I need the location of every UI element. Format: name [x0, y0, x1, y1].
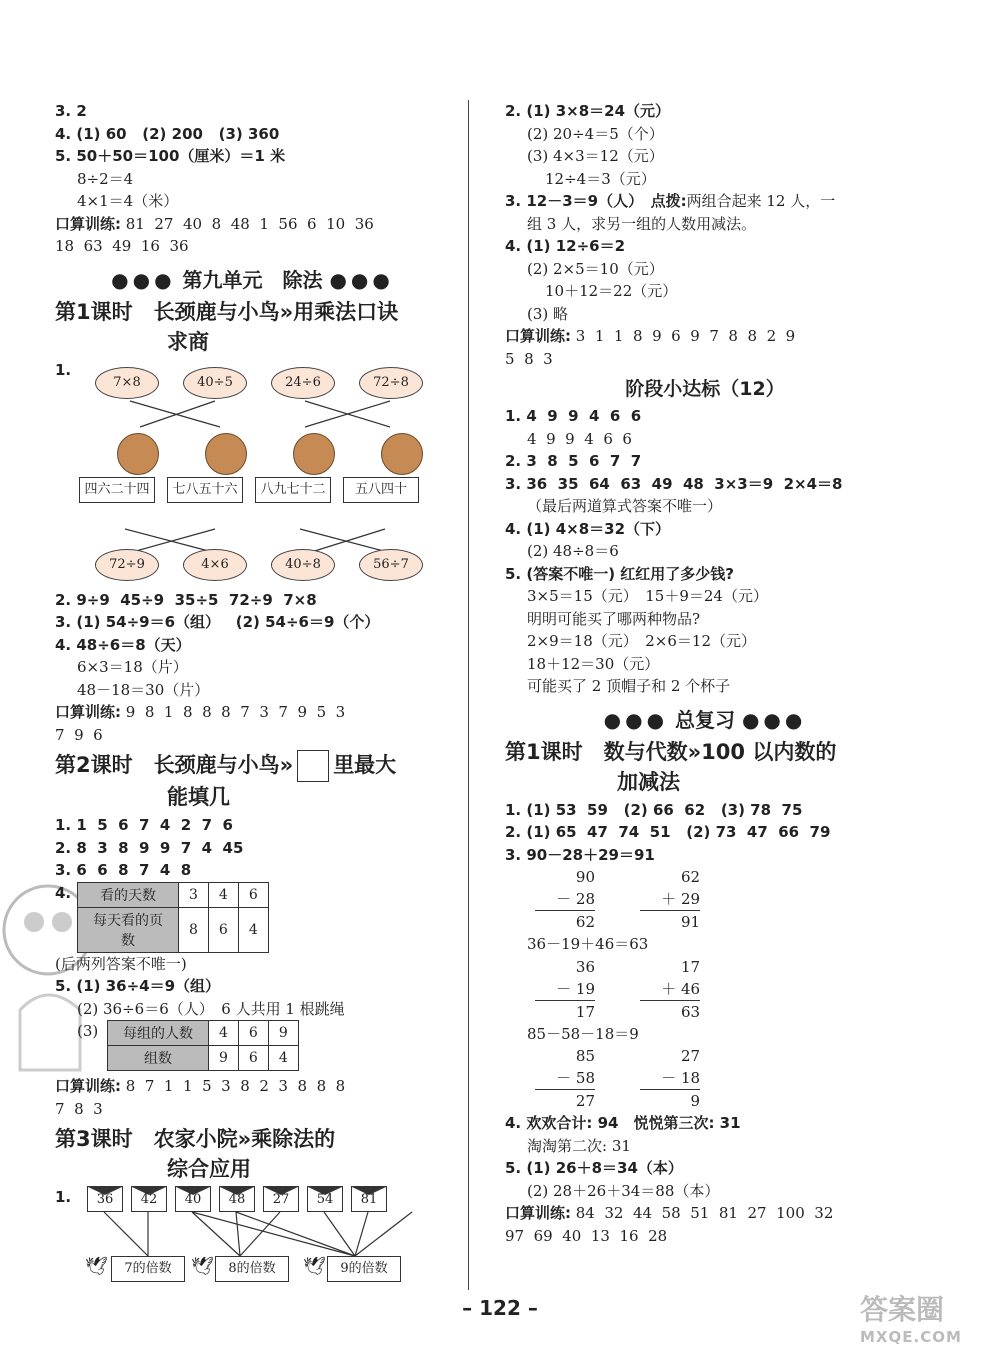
monkey-icon [117, 433, 159, 475]
lesson-subtitle: 综合应用 [167, 1157, 251, 1181]
table-cell: 4 [209, 1021, 239, 1046]
page-number: – 122 – [462, 1296, 538, 1320]
answer-line: 8÷2＝4 [77, 169, 134, 188]
answer-line: 5. 50＋50＝100（厘米）＝1 米 [55, 147, 286, 165]
answer-line: (3) 略 [527, 304, 569, 323]
stage-title: 阶段小达标（12） [625, 378, 785, 400]
monkey-icon [381, 433, 423, 475]
answer-line: 2. (1) 3×8＝24（元） [505, 102, 671, 120]
answer-line: 36－19＋46＝63 [527, 935, 649, 953]
motto-box: 八九七十二 [255, 477, 331, 503]
oral-label: 口算训练: [505, 1204, 571, 1222]
calc-result: 91 [640, 910, 700, 933]
hint-text: 组 3 人，求另一组的人数用减法。 [527, 214, 757, 233]
table-cell: 4 [238, 907, 268, 952]
envelope-card: 81 [351, 1186, 387, 1212]
calc-operand: － 58 [556, 1069, 595, 1087]
dots-icon: ●●● [111, 267, 176, 292]
multiple-label: 9的倍数 [327, 1256, 401, 1282]
answer-line: 10＋12＝22（元） [545, 282, 678, 300]
table-cell: 4 [268, 1046, 298, 1071]
answer-line: 5. (1) 26＋8＝34（本） [505, 1159, 683, 1177]
oral-answers: 8 7 1 1 5 3 8 2 3 8 8 8 [121, 1077, 346, 1095]
watermark-logo [860, 1292, 990, 1362]
answer-line: 2×9＝18（元） 2×6＝12（元） [527, 632, 756, 650]
table-header: 看的天数 [78, 882, 179, 907]
dots-icon: ●●● [741, 707, 807, 732]
note: (后两列答案不唯一) [55, 954, 187, 973]
answer-line: 1. (1) 53 59 (2) 66 62 (3) 78 75 [505, 800, 803, 819]
answer-line: 2. 9÷9 45÷9 35÷5 72÷9 7×8 [55, 590, 317, 609]
peach-monkey-diagram [55, 359, 450, 589]
peach-card: 56÷7 [359, 549, 423, 581]
answer-line: 3. 6 6 8 7 4 8 [55, 861, 192, 879]
column-calc [640, 1045, 700, 1112]
table-cell: 6 [208, 907, 238, 952]
answer-line: 5. (答案不唯一) 红红用了多少钱? [505, 564, 734, 583]
oral-answers: 81 27 40 8 48 1 56 6 10 36 [121, 214, 374, 233]
calc-result: 17 [535, 1000, 595, 1023]
question-number: 4. [55, 883, 72, 902]
answer-line: 1. 4 9 9 4 6 6 [505, 407, 642, 425]
calc-result: 27 [535, 1089, 595, 1112]
oral-label: 口算训练: [55, 1077, 121, 1095]
peach-card: 24÷6 [271, 367, 335, 399]
oral-label: 口算训练: [55, 214, 121, 233]
envelope-card: 40 [175, 1186, 211, 1212]
answer-line: (2) 36÷6＝6（人） 6 人共用 1 根跳绳 [77, 999, 345, 1018]
multiple-label: 8的倍数 [215, 1256, 289, 1282]
answer-line: (2) 28＋26＋34＝88（本） [527, 1181, 720, 1200]
answer-line: (2) 2×5＝10（元） [527, 259, 664, 278]
answer-line: (2) 48÷8＝6 [527, 542, 619, 560]
motto-box: 七八五十六 [167, 477, 243, 503]
vertical-calc [505, 1045, 905, 1112]
oral-answers: 5 8 3 [505, 349, 553, 368]
envelope-card: 54 [307, 1186, 343, 1212]
lesson-title-text: 第1课时 数与代数»100 以内数的 [505, 739, 837, 764]
unit-heading [55, 264, 450, 293]
left-column [55, 100, 450, 1296]
q5-3-block [55, 1020, 450, 1071]
lesson-subtitle: 能填几 [167, 785, 230, 809]
peach-card: 40÷5 [183, 367, 247, 399]
oral-answers: 7 9 6 [55, 725, 103, 744]
motto-box: 五八四十 [343, 477, 419, 503]
bird-icon: 🕊 [303, 1256, 326, 1277]
lesson-title [55, 750, 450, 812]
calc-operand: ＋ 29 [661, 890, 701, 908]
answer-line: 4×1＝4（米） [77, 192, 179, 210]
table-header: 每组的人数 [108, 1021, 209, 1046]
answer-line: 1. 1 5 6 7 4 2 7 6 [55, 816, 233, 834]
calc-operand: 27 [681, 1047, 701, 1065]
peach-card: 72÷9 [95, 549, 159, 581]
answer-line: 3×5＝15（元） 15＋9＝24（元） [527, 587, 768, 605]
answer-line: 3. 36 35 64 63 49 48 3×3＝9 2×4＝8 [505, 474, 843, 493]
bird-icon: 🕊 [191, 1256, 214, 1277]
monkey-icon [293, 433, 335, 475]
dots-icon: ●●● [603, 707, 669, 732]
answer-line: 4. 48÷6＝8（天） [55, 635, 191, 654]
watermark-text: 答案圈 [860, 1293, 945, 1326]
lesson-title-text: 第1课时 长颈鹿与小鸟»用乘法口诀 [55, 299, 399, 324]
blank-box [297, 750, 329, 782]
peach-card: 4×6 [183, 549, 247, 581]
table-cell: 6 [238, 1046, 268, 1071]
lesson-title [505, 737, 905, 797]
table-cell: 3 [179, 882, 209, 907]
calc-operand: 17 [681, 957, 701, 976]
lesson-title-text: 第2课时 长颈鹿与小鸟» [55, 753, 294, 777]
answer-line: 85－58－18＝9 [527, 1024, 639, 1043]
oral-answers: 7 8 3 [55, 1099, 103, 1118]
answer-line: 3. 90－28＋29＝91 [505, 845, 655, 864]
review-heading [505, 704, 905, 733]
answer-line: 可能买了 2 顶帽子和 2 个杯子 [527, 677, 731, 695]
peach-card: 7×8 [95, 367, 159, 399]
days-pages-table [77, 882, 269, 953]
hint-label: 点拨: [650, 192, 687, 210]
lesson-subtitle: 加减法 [617, 769, 680, 794]
answer-line: 4. (1) 60 (2) 200 (3) 360 [55, 124, 280, 143]
table-cell: 6 [238, 1021, 268, 1046]
calc-operand: 90 [575, 868, 595, 886]
answer-line: 5. (1) 36÷4＝9（组） [55, 977, 221, 995]
lesson-title [55, 1124, 450, 1184]
oral-label: 口算训练: [505, 327, 571, 345]
envelope-bird-diagram [55, 1186, 450, 1296]
answer-line: 2. (1) 65 47 74 51 (2) 73 47 66 79 [505, 823, 831, 841]
answer-line: 4. (1) 12÷6＝2 [505, 237, 626, 255]
sub-question-number: (3) [77, 1022, 99, 1040]
vertical-calc [505, 956, 905, 1023]
table-cell: 9 [268, 1021, 298, 1046]
answer-line: 2. 3 8 5 6 7 7 [505, 452, 642, 470]
envelope-card: 27 [263, 1186, 299, 1212]
q4-block [55, 882, 450, 953]
column-calc [535, 1045, 595, 1112]
column-calc [640, 866, 700, 933]
peach-card: 40÷8 [271, 549, 335, 581]
answer-line: 12÷4＝3（元） [545, 169, 656, 188]
oral-answers: 18 63 49 16 36 [55, 237, 189, 255]
lesson-title [55, 297, 450, 357]
note: （最后两道算式答案不唯一） [527, 497, 723, 515]
column-calc [535, 866, 595, 933]
lesson-title-text: 里最大 [333, 753, 397, 777]
lesson-subtitle: 求商 [167, 329, 209, 354]
question-number: 1. [55, 1188, 72, 1206]
calc-operand: ＋ 46 [661, 979, 701, 998]
answer-line: 6×3＝18（片） [77, 658, 188, 676]
oral-label: 口算训练: [55, 703, 121, 721]
table-cell: 4 [208, 882, 238, 907]
column-divider [468, 100, 469, 1290]
calc-operand: 36 [575, 957, 595, 976]
calc-operand: － 28 [556, 890, 595, 908]
answer-line: 3. 12－3＝9（人） [505, 192, 651, 210]
answer-line: 3. 2 [55, 102, 87, 120]
dots-icon: ●●● [329, 267, 394, 292]
table-header: 每天看的页数 [78, 907, 179, 952]
oral-answers: 9 8 1 8 8 8 7 3 7 9 5 3 [121, 703, 346, 721]
calc-result: 63 [640, 1000, 700, 1023]
groups-table [107, 1020, 299, 1071]
envelope-card: 36 [87, 1186, 123, 1212]
column-calc [535, 956, 595, 1023]
lesson-title-text: 第3课时 农家小院»乘除法的 [55, 1127, 336, 1151]
answer-line: 明明可能买了哪两种物品? [527, 609, 701, 628]
peach-card: 72÷8 [359, 367, 423, 399]
oral-answers: 97 69 40 13 16 28 [505, 1226, 668, 1245]
answer-line: 2. 8 3 8 9 9 7 4 45 [55, 838, 244, 857]
column-calc [640, 956, 700, 1023]
bird-icon: 🕊 [85, 1256, 108, 1277]
envelope-card: 42 [131, 1186, 167, 1212]
answer-line: 4. 欢欢合计: 94 悦悦第三次: 31 [505, 1114, 741, 1132]
oral-answers: 3 1 1 8 9 6 9 7 8 8 2 9 [571, 327, 796, 345]
answer-line: 4. (1) 4×8＝32（下） [505, 519, 671, 538]
answer-line: 4 9 9 4 6 6 [527, 429, 632, 448]
table-cell: 6 [238, 882, 268, 907]
monkey-icon [205, 433, 247, 475]
question-number: 1. [55, 360, 72, 379]
calc-operand: － 18 [661, 1069, 701, 1087]
right-column [505, 100, 905, 1247]
answer-line: 淘淘第二次: 31 [527, 1136, 631, 1155]
table-cell: 9 [209, 1046, 239, 1071]
review-title: 总复习 [675, 707, 735, 732]
answer-line: 3. (1) 54÷9＝6（组） (2) 54÷6＝9（个） [55, 613, 380, 631]
table-header: 组数 [108, 1046, 209, 1071]
vertical-calc [505, 866, 905, 933]
unit-title: 第九单元 除法 [182, 267, 323, 292]
multiple-label: 7的倍数 [111, 1256, 185, 1282]
calc-result: 62 [535, 910, 595, 933]
calc-operand: 85 [575, 1047, 595, 1065]
answer-line: (2) 20÷4＝5（个） [527, 124, 664, 143]
calc-operand: 62 [681, 868, 701, 886]
oral-answers: 84 32 44 58 51 81 27 100 32 [571, 1204, 834, 1222]
table-cell: 8 [179, 907, 209, 952]
answer-line: 48－18＝30（片） [77, 680, 210, 699]
envelope-card: 48 [219, 1186, 255, 1212]
answer-line: (3) 4×3＝12（元） [527, 147, 664, 165]
calc-result: 9 [640, 1089, 700, 1112]
answer-line: 18＋12＝30（元） [527, 654, 660, 673]
watermark-url: MXQE.COM [860, 1328, 962, 1346]
calc-operand: － 19 [556, 979, 595, 998]
hint-text: 两组合起来 12 人，一 [686, 192, 836, 210]
motto-box: 四六二十四 [79, 477, 155, 503]
